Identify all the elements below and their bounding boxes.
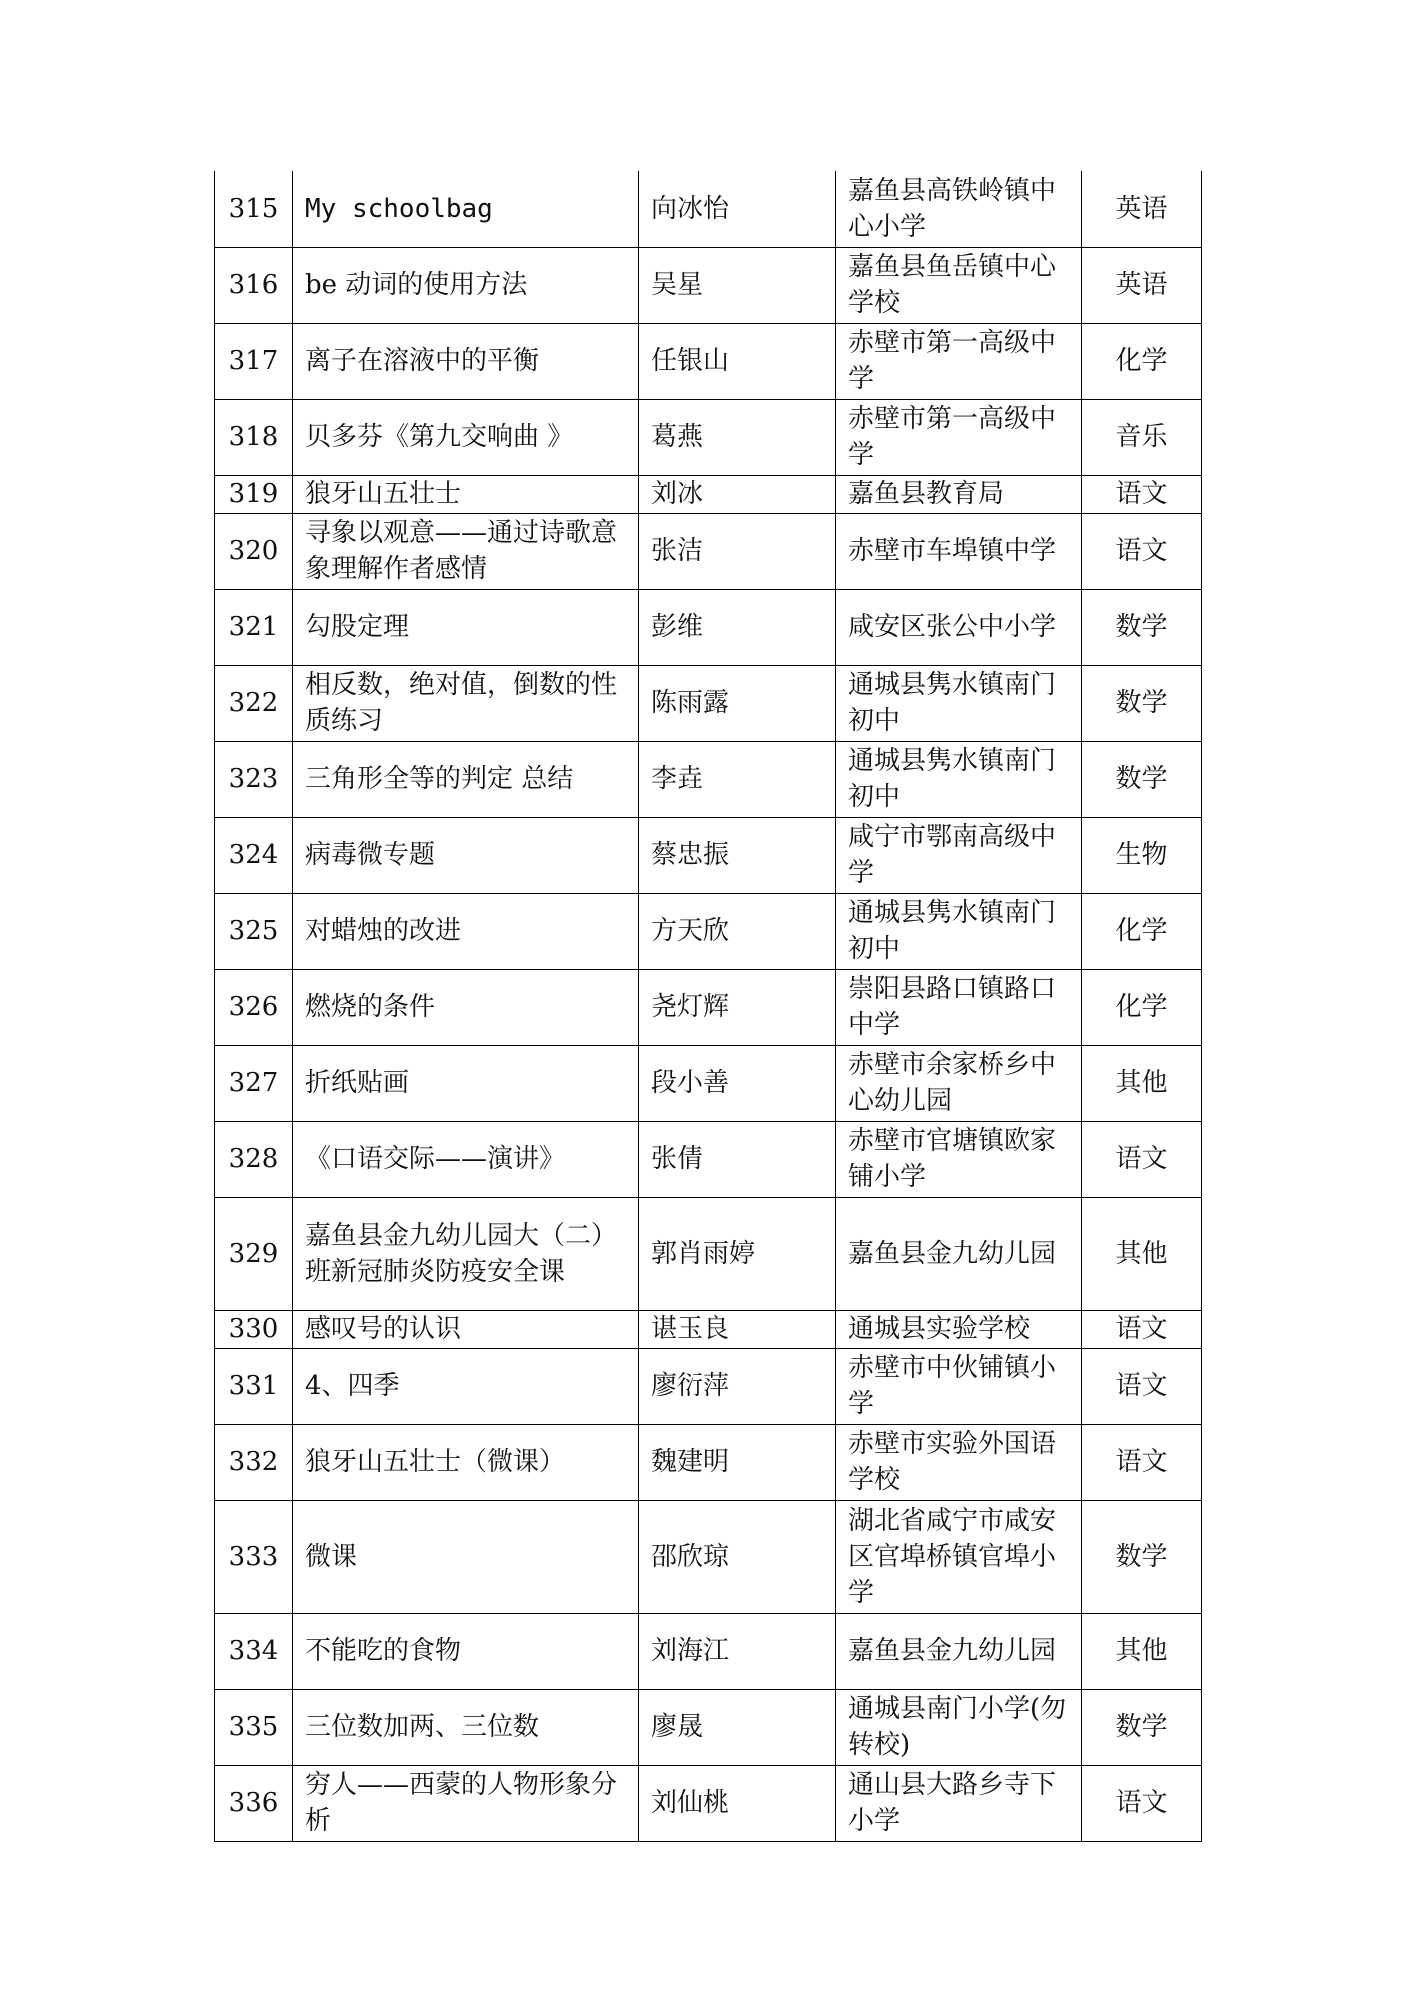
cell-subject: 化学 bbox=[1082, 323, 1202, 399]
cell-title: 折纸贴画 bbox=[293, 1045, 639, 1121]
cell-title: 狼牙山五壮士（微课） bbox=[293, 1424, 639, 1500]
cell-number: 323 bbox=[215, 741, 293, 817]
cell-number: 336 bbox=[215, 1765, 293, 1841]
cell-number: 330 bbox=[215, 1310, 293, 1348]
cell-number: 322 bbox=[215, 665, 293, 741]
cell-subject: 语文 bbox=[1082, 475, 1202, 513]
cell-title: 不能吃的食物 bbox=[293, 1613, 639, 1689]
cell-school: 赤壁市中伙铺镇小学 bbox=[836, 1348, 1082, 1424]
cell-number: 321 bbox=[215, 589, 293, 665]
cell-subject: 语文 bbox=[1082, 1424, 1202, 1500]
cell-title: My schoolbag bbox=[293, 171, 639, 247]
cell-subject: 数学 bbox=[1082, 1500, 1202, 1613]
cell-number: 327 bbox=[215, 1045, 293, 1121]
cell-school: 赤壁市第一高级中学 bbox=[836, 323, 1082, 399]
cell-title: 相反数，绝对值，倒数的性质练习 bbox=[293, 665, 639, 741]
table-row bbox=[215, 741, 1202, 817]
cell-author: 刘海江 bbox=[639, 1613, 836, 1689]
table-row bbox=[215, 1310, 1202, 1348]
cell-number: 325 bbox=[215, 893, 293, 969]
cell-subject: 音乐 bbox=[1082, 399, 1202, 475]
cell-subject: 语文 bbox=[1082, 1310, 1202, 1348]
cell-number: 317 bbox=[215, 323, 293, 399]
cell-subject: 化学 bbox=[1082, 969, 1202, 1045]
table-row bbox=[215, 323, 1202, 399]
cell-author: 蔡忠振 bbox=[639, 817, 836, 893]
cell-school: 通城县隽水镇南门初中 bbox=[836, 665, 1082, 741]
cell-number: 331 bbox=[215, 1348, 293, 1424]
cell-number: 318 bbox=[215, 399, 293, 475]
table-row bbox=[215, 1689, 1202, 1765]
cell-subject: 语文 bbox=[1082, 1765, 1202, 1841]
cell-school: 崇阳县路口镇路口中学 bbox=[836, 969, 1082, 1045]
cell-title: 病毒微专题 bbox=[293, 817, 639, 893]
table-row bbox=[215, 969, 1202, 1045]
cell-number: 319 bbox=[215, 475, 293, 513]
cell-author: 向冰怡 bbox=[639, 171, 836, 247]
cell-author: 刘仙桃 bbox=[639, 1765, 836, 1841]
table-row bbox=[215, 1121, 1202, 1197]
cell-subject: 化学 bbox=[1082, 893, 1202, 969]
cell-author: 葛燕 bbox=[639, 399, 836, 475]
cell-school: 咸安区张公中小学 bbox=[836, 589, 1082, 665]
cell-author: 吴星 bbox=[639, 247, 836, 323]
cell-number: 326 bbox=[215, 969, 293, 1045]
table-row bbox=[215, 171, 1202, 247]
table-row bbox=[215, 1045, 1202, 1121]
cell-title: 寻象以观意——通过诗歌意象理解作者感情 bbox=[293, 513, 639, 589]
cell-number: 320 bbox=[215, 513, 293, 589]
cell-title: 离子在溶液中的平衡 bbox=[293, 323, 639, 399]
cell-number: 316 bbox=[215, 247, 293, 323]
cell-author: 张倩 bbox=[639, 1121, 836, 1197]
cell-school: 通山县大路乡寺下小学 bbox=[836, 1765, 1082, 1841]
cell-author: 张洁 bbox=[639, 513, 836, 589]
cell-school: 湖北省咸宁市咸安区官埠桥镇官埠小学 bbox=[836, 1500, 1082, 1613]
table-row bbox=[215, 513, 1202, 589]
cell-author: 魏建明 bbox=[639, 1424, 836, 1500]
table-row bbox=[215, 893, 1202, 969]
cell-school: 赤壁市第一高级中学 bbox=[836, 399, 1082, 475]
cell-school: 嘉鱼县高铁岭镇中心小学 bbox=[836, 171, 1082, 247]
table-row bbox=[215, 1197, 1202, 1310]
cell-author: 谌玉良 bbox=[639, 1310, 836, 1348]
table-row bbox=[215, 817, 1202, 893]
table-row bbox=[215, 1613, 1202, 1689]
cell-author: 任银山 bbox=[639, 323, 836, 399]
cell-author: 彭维 bbox=[639, 589, 836, 665]
cell-subject: 其他 bbox=[1082, 1613, 1202, 1689]
microlesson-table bbox=[214, 171, 1202, 1842]
table-row bbox=[215, 665, 1202, 741]
table-row bbox=[215, 1765, 1202, 1841]
table-row bbox=[215, 1424, 1202, 1500]
cell-title: 嘉鱼县金九幼儿园大（二）班新冠肺炎防疫安全课 bbox=[293, 1197, 639, 1310]
cell-author: 段小善 bbox=[639, 1045, 836, 1121]
cell-school: 嘉鱼县教育局 bbox=[836, 475, 1082, 513]
cell-number: 335 bbox=[215, 1689, 293, 1765]
cell-title: 三角形全等的判定 总结 bbox=[293, 741, 639, 817]
cell-subject: 语文 bbox=[1082, 1121, 1202, 1197]
cell-subject: 英语 bbox=[1082, 247, 1202, 323]
cell-school: 赤壁市官塘镇欧家铺小学 bbox=[836, 1121, 1082, 1197]
table-row bbox=[215, 1348, 1202, 1424]
cell-subject: 数学 bbox=[1082, 1689, 1202, 1765]
cell-title: 燃烧的条件 bbox=[293, 969, 639, 1045]
table-row bbox=[215, 247, 1202, 323]
cell-school: 嘉鱼县鱼岳镇中心学校 bbox=[836, 247, 1082, 323]
cell-author: 邵欣琼 bbox=[639, 1500, 836, 1613]
cell-title: 勾股定理 bbox=[293, 589, 639, 665]
cell-number: 329 bbox=[215, 1197, 293, 1310]
cell-title: 贝多芬《第九交响曲 》 bbox=[293, 399, 639, 475]
cell-number: 332 bbox=[215, 1424, 293, 1500]
cell-title: 穷人——西蒙的人物形象分析 bbox=[293, 1765, 639, 1841]
cell-author: 李垚 bbox=[639, 741, 836, 817]
cell-school: 咸宁市鄂南高级中学 bbox=[836, 817, 1082, 893]
cell-author: 方天欣 bbox=[639, 893, 836, 969]
cell-number: 324 bbox=[215, 817, 293, 893]
cell-subject: 英语 bbox=[1082, 171, 1202, 247]
cell-subject: 数学 bbox=[1082, 741, 1202, 817]
cell-school: 通城县南门小学(勿转校) bbox=[836, 1689, 1082, 1765]
table-row bbox=[215, 475, 1202, 513]
cell-subject: 生物 bbox=[1082, 817, 1202, 893]
cell-subject: 其他 bbox=[1082, 1197, 1202, 1310]
cell-title: 《口语交际——演讲》 bbox=[293, 1121, 639, 1197]
table-row bbox=[215, 1500, 1202, 1613]
cell-title: 微课 bbox=[293, 1500, 639, 1613]
table-body bbox=[215, 171, 1202, 1841]
cell-subject: 数学 bbox=[1082, 589, 1202, 665]
cell-subject: 语文 bbox=[1082, 513, 1202, 589]
cell-subject: 数学 bbox=[1082, 665, 1202, 741]
cell-author: 陈雨露 bbox=[639, 665, 836, 741]
cell-author: 尧灯辉 bbox=[639, 969, 836, 1045]
cell-author: 刘冰 bbox=[639, 475, 836, 513]
cell-school: 嘉鱼县金九幼儿园 bbox=[836, 1197, 1082, 1310]
cell-school: 嘉鱼县金九幼儿园 bbox=[836, 1613, 1082, 1689]
cell-title: 三位数加两、三位数 bbox=[293, 1689, 639, 1765]
cell-school: 通城县实验学校 bbox=[836, 1310, 1082, 1348]
cell-title: 感叹号的认识 bbox=[293, 1310, 639, 1348]
cell-school: 赤壁市实验外国语学校 bbox=[836, 1424, 1082, 1500]
cell-subject: 其他 bbox=[1082, 1045, 1202, 1121]
cell-author: 廖衍萍 bbox=[639, 1348, 836, 1424]
table-row bbox=[215, 399, 1202, 475]
cell-title: 对蜡烛的改进 bbox=[293, 893, 639, 969]
cell-author: 廖晟 bbox=[639, 1689, 836, 1765]
cell-number: 315 bbox=[215, 171, 293, 247]
cell-author: 郭肖雨婷 bbox=[639, 1197, 836, 1310]
cell-school: 赤壁市余家桥乡中心幼儿园 bbox=[836, 1045, 1082, 1121]
cell-school: 通城县隽水镇南门初中 bbox=[836, 893, 1082, 969]
cell-school: 通城县隽水镇南门初中 bbox=[836, 741, 1082, 817]
cell-subject: 语文 bbox=[1082, 1348, 1202, 1424]
cell-number: 334 bbox=[215, 1613, 293, 1689]
cell-number: 333 bbox=[215, 1500, 293, 1613]
cell-school: 赤壁市车埠镇中学 bbox=[836, 513, 1082, 589]
cell-title: be 动词的使用方法 bbox=[293, 247, 639, 323]
table-row bbox=[215, 589, 1202, 665]
cell-title: 狼牙山五壮士 bbox=[293, 475, 639, 513]
cell-title: 4、四季 bbox=[293, 1348, 639, 1424]
cell-number: 328 bbox=[215, 1121, 293, 1197]
